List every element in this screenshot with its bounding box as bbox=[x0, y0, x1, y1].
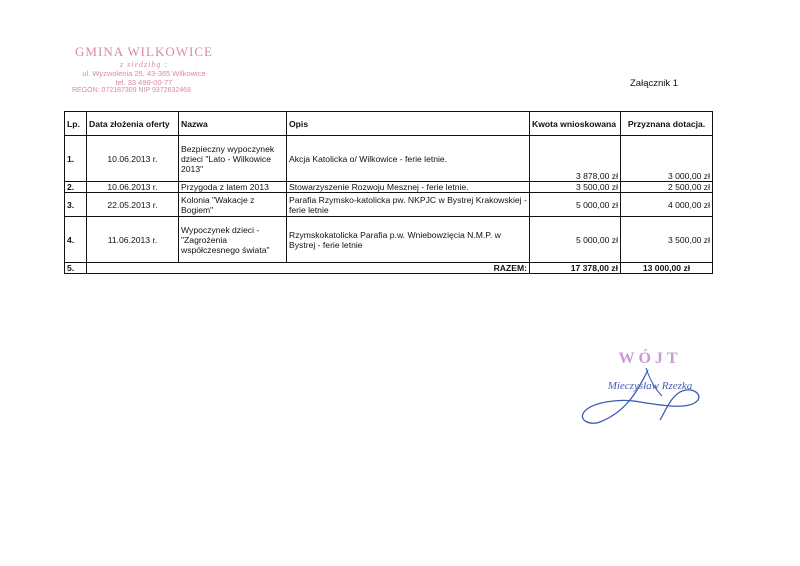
header-date: Data złożenia oferty bbox=[87, 112, 179, 136]
row-granted: 3 500,00 zł bbox=[621, 217, 713, 263]
row-lp: 3. bbox=[65, 193, 87, 217]
stamp-address: ul. Wyzwolenia 25, 43-365 Wilkowice bbox=[82, 69, 206, 78]
table-total-row bbox=[65, 263, 713, 274]
row-lp: 2. bbox=[65, 182, 87, 193]
row-granted: 4 000,00 zł bbox=[621, 193, 713, 217]
stamp-org-name: GMINA WILKOWICE bbox=[75, 44, 213, 59]
row-name: Kolonia "Wakacje z Bogiem" bbox=[179, 193, 287, 217]
header-desc: Opis bbox=[287, 112, 530, 136]
row-date: 11.06.2013 r. bbox=[87, 217, 179, 263]
municipality-stamp bbox=[74, 44, 214, 94]
table-row bbox=[65, 136, 713, 182]
row-name: Bezpieczny wypoczynek dzieci "Lato - Wilkowice 2013" bbox=[179, 136, 287, 182]
row-requested: 3 500,00 zł bbox=[530, 182, 621, 193]
row-requested: 3 878,00 zł bbox=[530, 136, 621, 182]
table-row bbox=[65, 182, 713, 193]
row-desc: Rzymskokatolicka Parafia p.w. Wniebowzięcia N.M.P. w Bystrej - ferie letnie bbox=[287, 217, 530, 263]
row-name: Przygoda z latem 2013 bbox=[179, 182, 287, 193]
total-requested: 17 378,00 zł bbox=[530, 263, 621, 274]
seal-title: WÓJT bbox=[618, 350, 682, 367]
row-lp: 1. bbox=[65, 136, 87, 182]
header-requested: Kwota wnioskowana bbox=[530, 112, 621, 136]
table-row bbox=[65, 217, 713, 263]
total-lp: 5. bbox=[65, 263, 87, 274]
row-desc: Stowarzyszenie Rozwoju Mesznej - ferie letnie. bbox=[287, 182, 530, 193]
stamp-regon: REGON: 072187309 NIP 9372632468 bbox=[72, 87, 191, 94]
grants-table bbox=[64, 111, 713, 274]
row-date: 10.06.2013 r. bbox=[87, 182, 179, 193]
row-desc: Akcja Katolicka o/ Wilkowice - ferie letnie. bbox=[287, 136, 530, 182]
row-date: 22.05.2013 r. bbox=[87, 193, 179, 217]
row-date: 10.06.2013 r. bbox=[87, 136, 179, 182]
table-row bbox=[65, 193, 713, 217]
header-name: Nazwa bbox=[179, 112, 287, 136]
attachment-label: Załącznik 1 bbox=[630, 78, 679, 89]
header-granted: Przyznana dotacja. bbox=[621, 112, 713, 136]
table-header-row bbox=[65, 112, 713, 136]
row-requested: 5 000,00 zł bbox=[530, 217, 621, 263]
total-label: RAZEM: bbox=[87, 263, 530, 274]
seal-name: Mieczysław Rzezka bbox=[607, 380, 693, 392]
row-desc: Parafia Rzymsko-katolicka pw. NKPJC w Bystrej Krakowskiej - ferie letnie bbox=[287, 193, 530, 217]
row-granted: 3 000,00 zł bbox=[621, 136, 713, 182]
row-lp: 4. bbox=[65, 217, 87, 263]
row-requested: 5 000,00 zł bbox=[530, 193, 621, 217]
row-granted: 2 500,00 zł bbox=[621, 182, 713, 193]
header-lp: Lp. bbox=[65, 112, 87, 136]
stamp-seat: z siedzibą : bbox=[120, 60, 168, 69]
official-seal bbox=[590, 350, 710, 392]
row-name: Wypoczynek dzieci - "Zagrożenia współczesnego świata" bbox=[179, 217, 287, 263]
total-granted: 13 000,00 zł bbox=[621, 263, 713, 274]
stamp-phone: tel. 33 499-00-77 bbox=[115, 78, 173, 87]
